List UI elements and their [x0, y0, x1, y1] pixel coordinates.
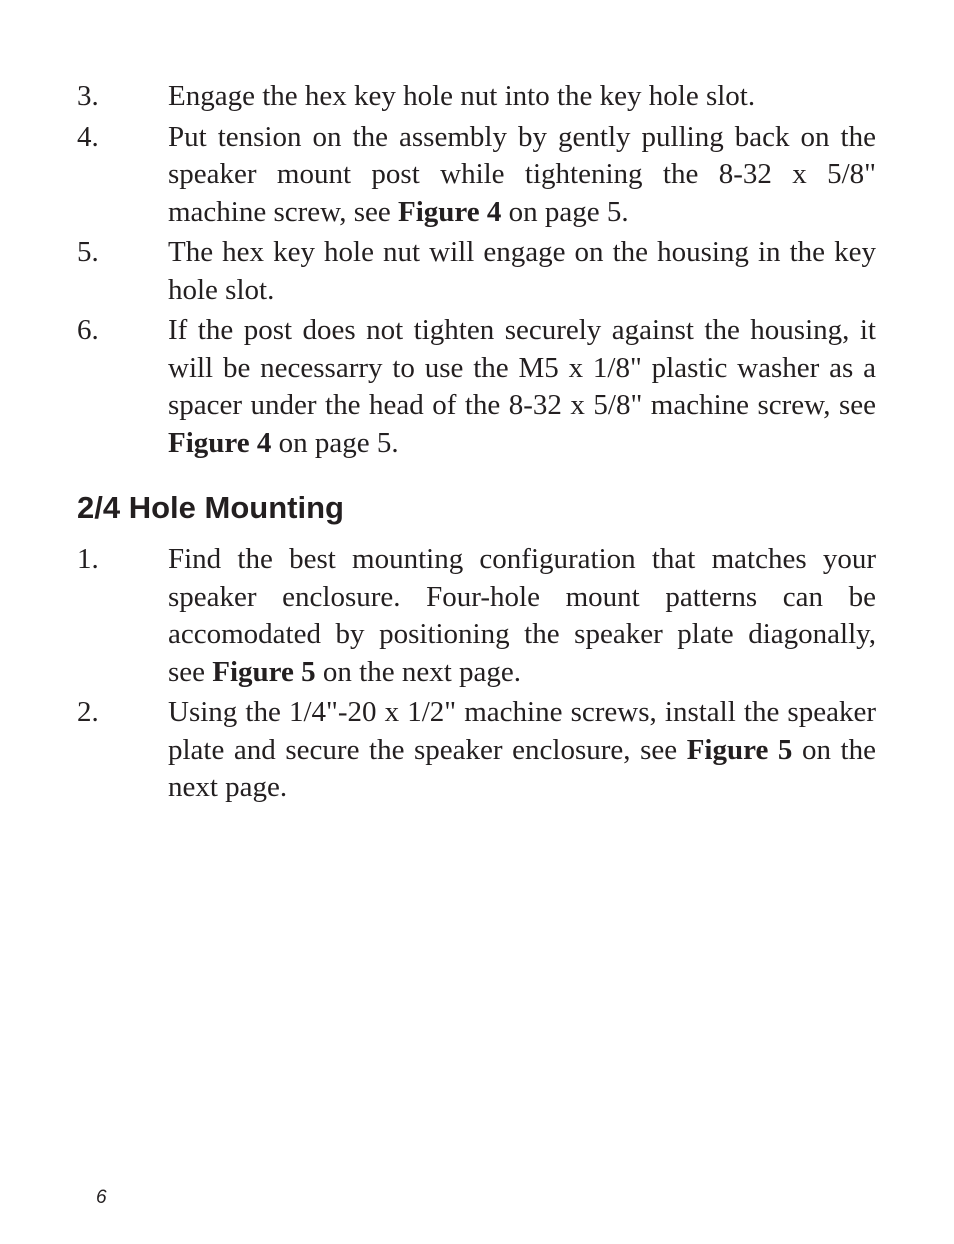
section-heading: 2/4 Hole Mounting [77, 490, 344, 525]
list-item-step-5 [0, 234, 954, 309]
page-number: 6 [96, 1187, 107, 1208]
list-item-step-6 [0, 312, 954, 462]
list-item-step-1 [0, 541, 954, 691]
figure-reference: Figure 5 [686, 733, 793, 766]
step-text: Using the 1/4"-20 x 1/2" machine screws, install the speaker plate and secure the speaker enclosure, see Figure 5 on the next page. [168, 696, 876, 803]
instruction-list-top [0, 78, 954, 462]
step-number: 1. [77, 543, 99, 575]
figure-reference: Figure 5 [212, 655, 316, 688]
figure-reference: Figure 4 [398, 195, 502, 228]
figure-reference: Figure 4 [168, 426, 272, 459]
instruction-list-bottom [0, 541, 954, 807]
step-number: 3. [77, 80, 99, 112]
list-item-step-2 [0, 694, 954, 807]
step-number: 5. [77, 236, 99, 268]
step-number: 2. [77, 696, 99, 728]
step-number: 4. [77, 120, 99, 153]
step-text: The hex key hole nut will engage on the housing in the key hole slot. [168, 236, 876, 306]
list-item-step-4 [0, 119, 954, 232]
step-text: If the post does not tighten securely against the housing, it will be necessarry to use the M5 x 1/8" plastic washer as a spacer under the head of the 8-32 x 5/8" machine screw, see Figure 4 on page 5. [168, 314, 876, 459]
step-text: Put tension on the assembly by gently pulling back on the speaker mount post while tightening the 8-32 x 5/8" machine screw, see Figure 4 on page 5. [168, 120, 876, 228]
step-text: Engage the hex key hole nut into the key hole slot. [168, 80, 756, 112]
step-text: Find the best mounting configuration that matches your speaker enclosure. Four-hole mount patterns can be accomodated by positioning the speaker plate diagonally, see Figure 5 on the next page. [168, 543, 876, 688]
list-item-step-3 [0, 78, 954, 116]
step-number: 6. [77, 314, 99, 346]
